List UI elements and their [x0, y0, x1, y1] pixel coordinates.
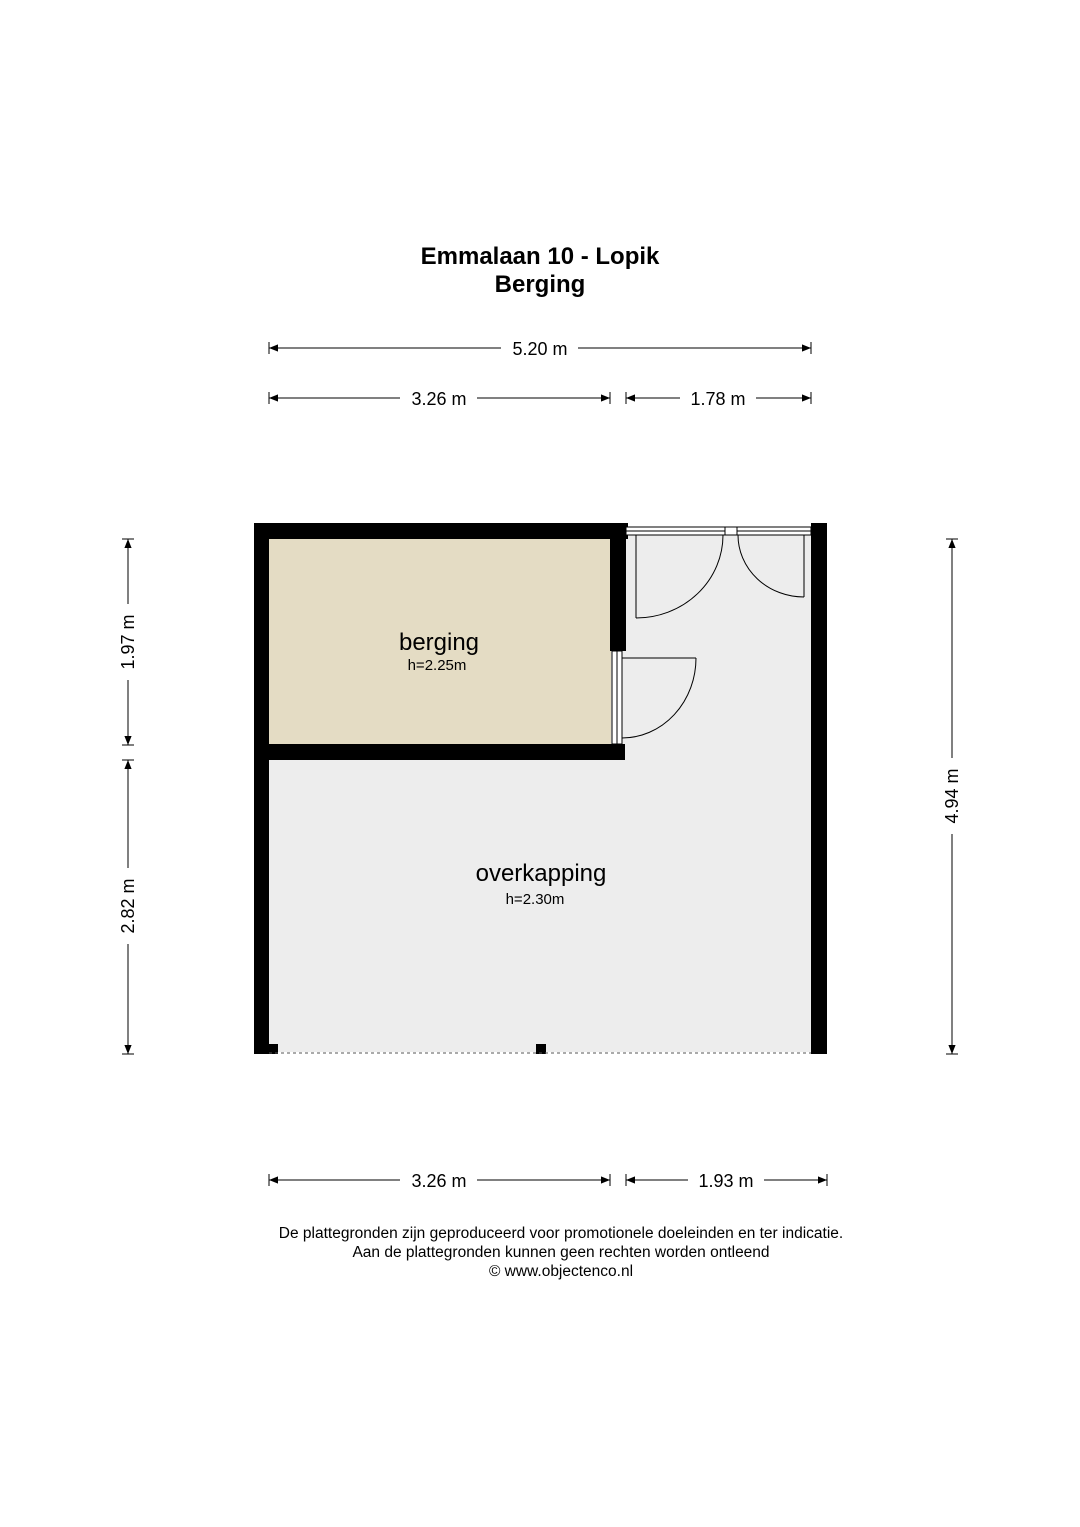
- dimension-top-right-label: 1.78 m: [690, 389, 746, 409]
- wall-top-berging: [254, 523, 628, 539]
- dimension-left-upper-label: 1.97 m: [118, 614, 138, 670]
- dimension-bottom-left-label: 3.26 m: [411, 1171, 467, 1191]
- room-label-overkapping: overkapping: [475, 860, 607, 887]
- plan-subtitle: Berging: [494, 271, 586, 298]
- dimension-right-total-label: 4.94 m: [942, 768, 962, 824]
- wall-berging-right-upper: [610, 523, 626, 651]
- dimension-bottom-right-label: 1.93 m: [698, 1171, 754, 1191]
- dimension-left-upper: [118, 539, 138, 745]
- room-height-berging: h=2.25m: [407, 657, 467, 674]
- room-label-berging: berging: [398, 629, 480, 656]
- copyright-line: © www.objectenco.nl: [488, 1263, 634, 1280]
- plan-title: Emmalaan 10 - Lopik: [420, 243, 660, 270]
- room-height-overkapping: h=2.30m: [505, 891, 565, 908]
- dimension-left-lower: [118, 760, 138, 1054]
- dimension-right-total: [942, 539, 962, 1054]
- wall-berging-bottom: [268, 744, 625, 760]
- wall-left: [254, 523, 269, 1054]
- dimension-top-total-label: 5.20 m: [512, 339, 568, 359]
- wall-right: [811, 523, 827, 1054]
- disclaimer-line-2: Aan de plattegronden kunnen geen rechten worden ontleend: [352, 1244, 770, 1261]
- dimension-bottom-left: [269, 1171, 610, 1191]
- disclaimer-line-1: De plattegronden zijn geproduceerd voor promotionele doeleinden en ter indicatie.: [278, 1225, 844, 1242]
- dimension-top-left-label: 3.26 m: [411, 389, 467, 409]
- dimension-bottom-right: [626, 1171, 827, 1191]
- dimension-left-lower-label: 2.82 m: [118, 878, 138, 934]
- dimension-top-total: [269, 339, 811, 359]
- dimension-top-right: [626, 389, 811, 409]
- dimension-top-left: [269, 389, 610, 409]
